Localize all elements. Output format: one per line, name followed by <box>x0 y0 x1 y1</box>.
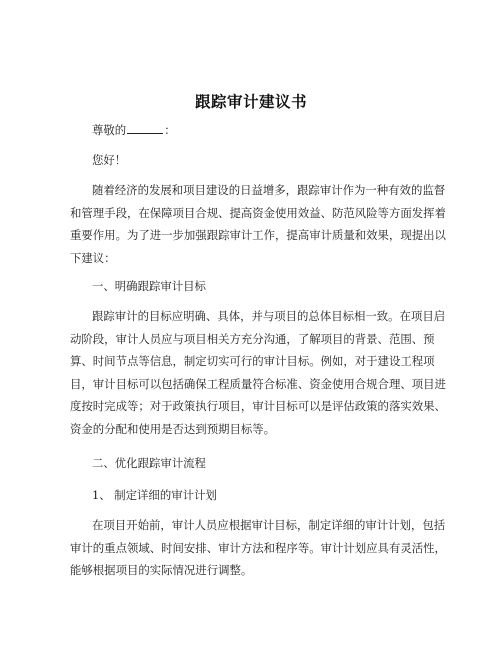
salutation-prefix: 尊敬的 <box>92 123 127 137</box>
document-title: 跟踪审计建议书 <box>194 93 307 111</box>
subsection-body-1: 在项目开始前，审计人员应根据审计目标，制定详细的审计计划，包括审计的重点领域、时间安排、审计方法和程序等。审计计划应具有灵活性，能够根据项目的实际情况进行调整。 <box>70 518 446 577</box>
intro-paragraph: 随着经济的发展和项目建设的日益增多，跟踪审计作为一种有效的监督和管理手段，在保障项目合规、提高资金使用效益、防范风险等方面发挥着重要作用。为了进一步加强跟踪审计工作，提高审计质量和效果，现提出以下建议： <box>70 183 446 265</box>
subsection-heading-1: 1、 制定详细的审计计划 <box>92 488 217 502</box>
section-heading-1: 一、明确跟踪审计目标 <box>92 279 206 293</box>
greeting: 您好！ <box>92 153 127 167</box>
salutation <box>70 119 446 142</box>
recipient-blank <box>127 121 163 134</box>
section-heading-2: 二、优化跟踪审计流程 <box>92 456 206 470</box>
section-body-1: 跟踪审计的目标应明确、具体，并与项目的总体目标相一致。在项目启动阶段，审计人员应与项目相关方充分沟通，了解项目的背景、范围、预算、时间节点等信息，制定切实可行的审计目标。例如，对于建设工程项目，审计目标可以包括确保工程质量符合标准、资金使用合规合理、项目进度按时完成等；对于政策执行项目，审计目标可以是评估政策的落实效果、资金的分配和使用是否达到预期目标等。 <box>70 309 446 436</box>
salutation-suffix: ： <box>164 123 176 137</box>
